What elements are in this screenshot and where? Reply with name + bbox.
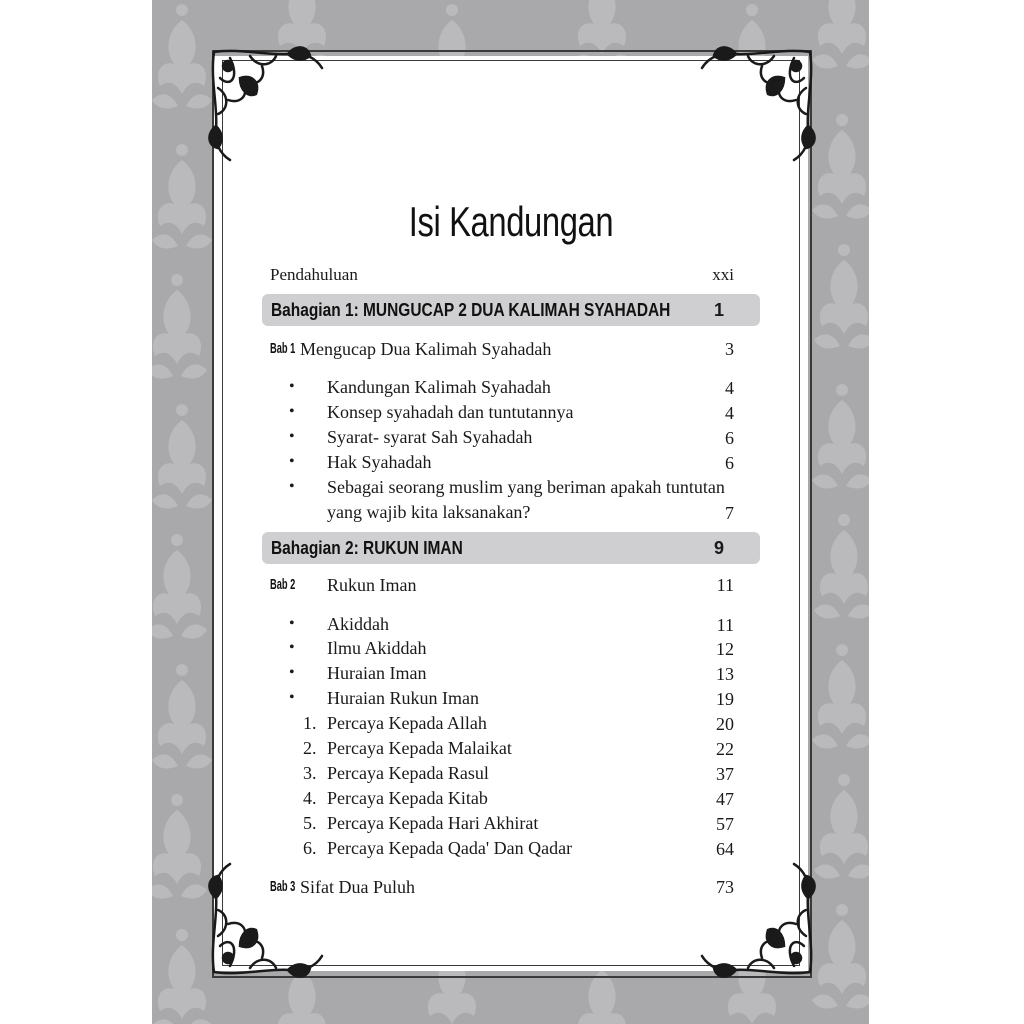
list-item: Konsep syahadah dan tuntutannya: [327, 402, 574, 422]
bullet-icon: •: [289, 615, 295, 632]
list-item-page: 11: [716, 615, 734, 635]
bab3-title: Sifat Dua Puluh: [300, 877, 415, 897]
floral-flourish-icon: [200, 38, 330, 168]
bullet-icon: •: [289, 453, 295, 470]
bab2-page: 11: [716, 575, 734, 595]
bullet-icon: •: [289, 478, 295, 495]
list-item-page: 6: [725, 428, 734, 448]
list-item-page: 12: [716, 639, 734, 659]
part1-title: Bahagian 1: MUNGUCAP 2 DUA KALIMAH SYAHADAH: [271, 300, 671, 320]
intro-label: Pendahuluan: [270, 265, 358, 284]
list-item: Kandungan Kalimah Syahadah: [327, 377, 551, 397]
bab3-page: 73: [716, 877, 734, 897]
bab1-title: Mengucap Dua Kalimah Syahadah: [300, 339, 552, 359]
bab2-title: Rukun Iman: [327, 575, 417, 595]
part2-page: 9: [713, 538, 724, 558]
list-item: Percaya Kepada Qada' Dan Qadar: [327, 838, 573, 858]
list-item-page: 64: [716, 839, 734, 859]
list-item-page: 22: [716, 739, 734, 759]
list-number: 1.: [303, 713, 317, 733]
bab3-label: Bab 3: [270, 878, 296, 895]
page-title: Isi Kandungan: [408, 198, 614, 245]
list-item: Huraian Rukun Iman: [327, 688, 479, 708]
list-item: Syarat- syarat Sah Syahadah: [327, 427, 533, 447]
bullet-icon: •: [289, 639, 295, 656]
list-item-page: 13: [716, 664, 734, 684]
list-item-page: 37: [716, 764, 734, 784]
list-item-page: 57: [716, 814, 734, 834]
list-number: 6.: [303, 838, 317, 858]
bullet-icon: •: [289, 689, 295, 706]
list-item-page: 19: [716, 689, 734, 709]
intro-page: xxi: [712, 265, 734, 284]
list-item-page: 47: [716, 789, 734, 809]
list-item-page: 6: [725, 453, 734, 473]
list-number: 5.: [303, 813, 317, 833]
bullet-icon: •: [289, 378, 295, 395]
list-item: Sebagai seorang muslim yang beriman apakah tuntutan: [327, 477, 725, 497]
list-item-page: 20: [716, 714, 734, 734]
list-item-page: 4: [725, 403, 734, 423]
bullet-icon: •: [289, 403, 295, 420]
list-item-continuation: yang wajib kita laksanakan?: [327, 502, 531, 522]
list-item: Hak Syahadah: [327, 452, 432, 472]
list-number: 2.: [303, 738, 317, 758]
list-item-page: 7: [725, 503, 734, 523]
bullet-icon: •: [289, 664, 295, 681]
list-number: 3.: [303, 763, 317, 783]
list-item: Akiddah: [327, 614, 389, 634]
bab1-label: Bab 1: [270, 340, 296, 357]
bullet-icon: •: [289, 428, 295, 445]
list-item-page: 4: [725, 378, 734, 398]
list-item: Percaya Kepada Rasul: [327, 763, 489, 783]
bab2-label: Bab 2: [270, 576, 296, 593]
list-item: Ilmu Akiddah: [327, 638, 427, 658]
list-item: Huraian Iman: [327, 663, 427, 683]
part1-page: 1: [713, 300, 724, 320]
list-item: Percaya Kepada Malaikat: [327, 738, 512, 758]
floral-flourish-icon: [694, 38, 824, 168]
list-number: 4.: [303, 788, 317, 808]
list-item: Percaya Kepada Kitab: [327, 788, 488, 808]
bab1-page: 3: [725, 339, 734, 359]
list-item: Percaya Kepada Hari Akhirat: [327, 813, 539, 833]
part2-title: Bahagian 2: RUKUN IMAN: [271, 538, 463, 558]
list-item: Percaya Kepada Allah: [327, 713, 487, 733]
floral-flourish-icon: [694, 856, 824, 986]
